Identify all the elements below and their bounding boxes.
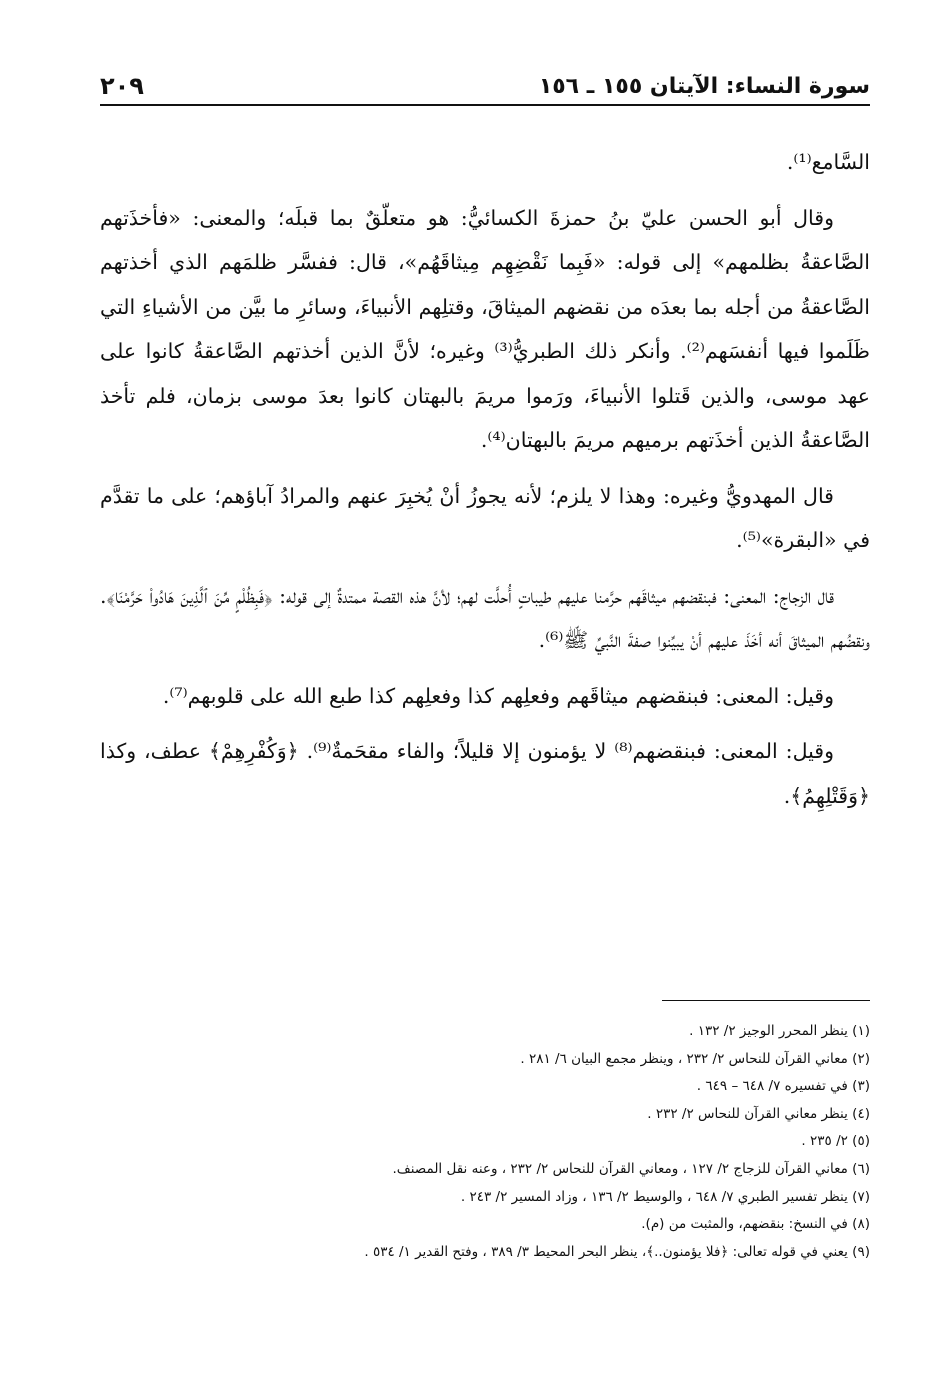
page-number: ٢٠٩ bbox=[100, 72, 144, 100]
footnote: (٨) في النسخ: بنقضهم، والمثبت من (م). bbox=[641, 1216, 870, 1233]
header-title: سورة النساء: الآيتان ١٥٥ ـ ١٥٦ bbox=[538, 73, 870, 99]
paragraph: قال المهدويُّ وغيره: وهذا لا يلزم؛ لأنه يجوزُ أنْ يُخبِرَ عنهم والمرادُ آباؤهم؛ على ما تقدَّم في «البقرة»⁽⁵⁾. bbox=[100, 483, 870, 552]
paragraph: السَّامع⁽¹⁾. bbox=[786, 150, 870, 174]
footnote: (٧) ينظر تفسير الطبري ٧/ ٦٤٨ ، والوسيط ٢/ ١٣٦ ، وزاد المسير ٢/ ٢٤٣ . bbox=[460, 1188, 870, 1205]
footnote: (٢) معاني القرآن للنحاس ٢/ ٢٣٢ ، وينظر مجمع البيان ٦/ ٢٨١ . bbox=[520, 1050, 870, 1067]
footnote: (١) ينظر المحرر الوجيز ٢/ ١٣٢ . bbox=[689, 1023, 870, 1039]
paragraph: قال الزجاج: المعنى: فبنقضهم ميثاقَهم حرَّمنا عليهم طيباتٍ أُحلَّت لهم؛ لأنَّ هذه القصة ممتدةٌ إلى قوله: ﴿فَبِظُلْمٍ مِّنَ ٱلَّذِينَ هَادُوا۟ حَرَّمْنَا﴾. ونقضُهم الميثاقَ أنه أخَذَ عليهم أنْ يبيِّنوا صفةَ النَّبيِّ ﷺ⁽⁶⁾. bbox=[100, 583, 870, 652]
running-header bbox=[100, 68, 870, 104]
footnote: (٣) في تفسيره ٧/ ٦٤٨ – ٦٤٩ . bbox=[696, 1078, 870, 1095]
footnote: (٦) معاني القرآن للزجاج ٢/ ١٢٧ ، ومعاني القرآن للنحاس ٢/ ٢٣٢ ، وعنه نقل المصنف. bbox=[392, 1160, 870, 1177]
footnotes bbox=[100, 1018, 870, 1266]
footnote: (٤) ينظر معاني القرآن للنحاس ٢/ ٢٣٢ . bbox=[647, 1105, 870, 1122]
paragraph: وقيل: المعنى: فبنقضهم ميثاقَهم وفعلِهم كذا وفعلِهم كذا طبع الله على قلوبهم⁽⁷⁾. bbox=[162, 683, 834, 708]
header-rule bbox=[100, 104, 870, 106]
footnote: (٥) ٢/ ٢٣٥ . bbox=[801, 1133, 870, 1150]
footnote-separator bbox=[662, 1000, 870, 1001]
paragraph: وقال أبو الحسن عليّ بنُ حمزةَ الكسائيُّ: هو متعلّقٌ بما قبلَه؛ والمعنى: «فأخذَتهم الصَّاعقةُ بظلمهم» إلى قوله: «فَبِما نَقْضِهِم مِيثاقَهُم»، قال: ففسَّر ظلمَهم الذي أخذتهم الصَّاعقةُ من أجله بما بعدَه من نقضهم الميثاقَ، وقتلِهم الأنبياءَ، وسائرِ ما بيَّن من الأشياءِ التي ظَلَموا فيها أنفسَهم⁽²⁾. وأنكر ذلك الطبريُّ⁽³⁾ وغيره؛ لأنَّ الذين أخذتهم الصَّاعقةُ كانوا على عهد موسى، والذين قَتلوا الأنبياءَ، ورَموا مريمَ بالبهتان كانوا بعدَ موسى بزمان، فلم تأخذ الصَّاعقةُ الذين أخذَتهم برميهم مريمَ بالبهتان⁽⁴⁾. bbox=[100, 205, 871, 452]
main-text bbox=[100, 140, 870, 829]
footnote: (٩) يعني في قوله تعالى: ﴿فلا يؤمنون..﴾، ينظر البحر المحيط ٣/ ٣٨٩ ، وفتح القدير ١/ ٥٣٤ . bbox=[364, 1243, 870, 1260]
paragraph: وقيل: المعنى: فبنقضهم⁽⁸⁾ لا يؤمنون إلا قليلاً؛ والفاء مقحَمةٌ⁽⁹⁾. ﴿وَكُفْرِهِمْ﴾ عطف، وكذا ﴿وَقَتْلِهِمُ﴾. bbox=[100, 739, 870, 808]
